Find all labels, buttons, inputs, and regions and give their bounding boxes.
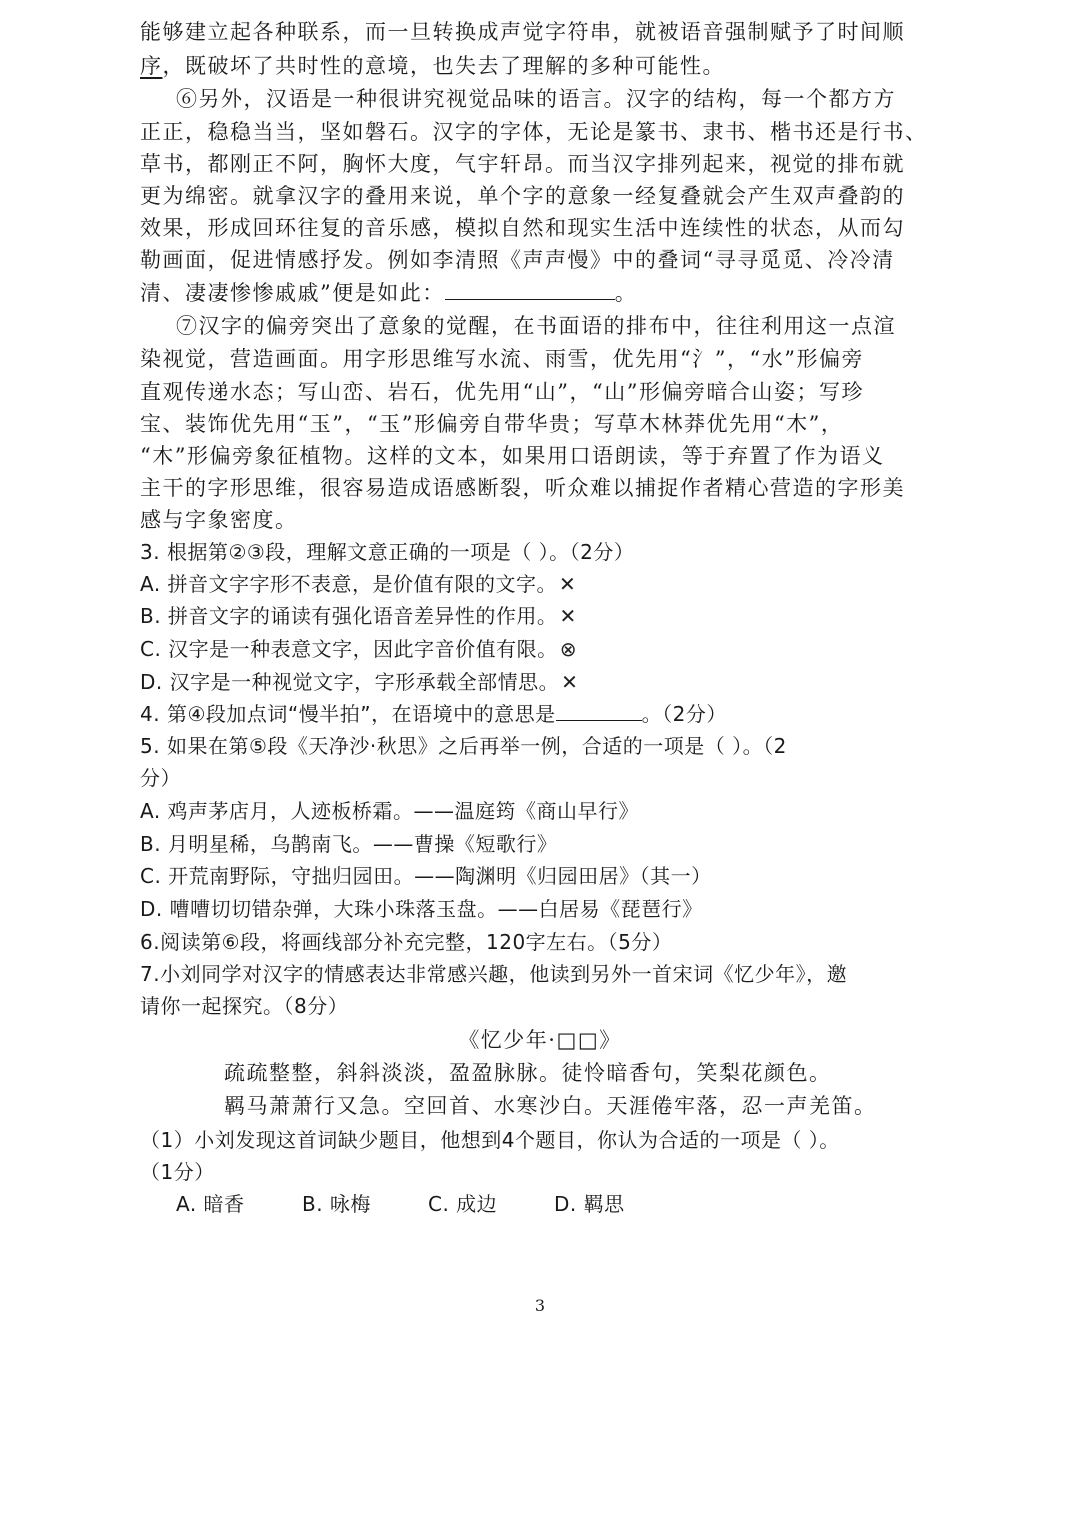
q4-stem: 4. 第④段加点词“慢半拍”，在语境中的意思是 [140,702,556,726]
para6-line-6: 勒画面，促进情感抒发。例如李清照《声声慢》中的叠词“寻寻觅觅、冷冷清 [140,248,895,272]
q7-sub1-line-1: （1）小刘发现这首词缺少题目，他想到4个题目，你认为合适的一项是（ ）。 [140,1128,840,1152]
scribble-mark-icon: ⊗ [559,637,577,661]
para5-line-1: 能够建立起各种联系，而一旦转换成声觉字符串，就被语音强制赋予了时间顺 [140,20,905,44]
q3-option-a-text: A. 拼音文字字形不表意，是价值有限的文字。 [140,572,558,596]
para6-line-5: 效果，形成回环往复的音乐感，模拟自然和现实生活中连续性的状态，从而勾 [140,216,905,240]
para7-line-5: “木”形偏旁象征植物。这样的文本，如果用口语朗读，等于弃置了作为语义 [140,444,885,468]
para6-line-3: 草书，都刚正不阿，胸怀大度，气宇轩昂。而当汉字排列起来，视觉的排布就 [140,152,905,176]
q3-option-d [140,666,1020,699]
para5-line-2-rest: ，既破坏了共时性的意境，也失去了理解的多种可能性。 [162,54,725,78]
cross-mark-icon: ✕ [559,604,577,628]
para7-line-6: 主干的字形思维，很容易造成语感断裂，听众难以捕捉作者精心营造的字形美 [140,476,905,500]
q6-stem: 6.阅读第⑥段，将画线部分补充完整，120字左右。（5分） [140,930,673,954]
q3-option-b-text: B. 拼音文字的诵读有强化语音差异性的作用。 [140,604,558,628]
cross-mark-icon: ✕ [559,572,577,596]
answer-blank-q4[interactable] [556,702,642,721]
q7-stem-line-2: 请你一起探究。（8分） [140,994,349,1018]
q3-option-a [140,568,1020,601]
q7-sub1-line-2: （1分） [140,1160,215,1184]
poem-line-2: 羁马萧萧行又急。空回首、水寒沙白。天涯倦牢落，忍一声羌笛。 [224,1094,877,1118]
q5-option-b: B. 月明星稀，乌鹊南飞。——曹操《短歌行》 [140,832,558,856]
poem-title: 《忆少年·□□》 [458,1028,622,1052]
q4-line [140,698,1020,731]
q5-option-d: D. 嘈嘈切切错杂弹，大珠小珠落玉盘。——白居易《琵琶行》 [140,897,703,921]
q5-option-c: C. 开荒南野际，守拙归园田。——陶渊明《归园田居》（其一） [140,864,712,888]
q7-option-a: A. 暗香 [176,1192,245,1216]
cross-mark-icon: ✕ [561,670,579,694]
para6-last-text: 清、凄凄惨惨戚戚”便是如此： [140,281,445,305]
para6-line-4: 更为绵密。就拿汉字的叠用来说，单个字的意象一经复叠就会产生双声叠韵的 [140,184,905,208]
para7-line-3: 直观传递水态；写山峦、岩石，优先用“山”，“山”形偏旁暗合山姿；写珍 [140,380,864,404]
q3-stem: 3. 根据第②③段，理解文意正确的一项是（ ）。（2分） [140,540,635,564]
para7-line-7: 感与字象密度。 [140,508,298,532]
q5-stem-line-2: 分） [140,766,181,790]
q7-sub1-options [176,1188,1020,1221]
q7-stem-line-1: 7.小刘同学对汉字的情感表达非常感兴趣，他读到另外一首宋词《忆少年》，邀 [140,962,848,986]
underlined-char: 序 [140,54,163,78]
q4-end: 。（2分） [641,702,727,726]
q3-option-b [140,600,1020,633]
para7-line-1: ⑦汉字的偏旁突出了意象的觉醒，在书面语的排布中，往往利用这一点渲 [176,314,896,338]
q7-option-c: C. 成边 [428,1192,498,1216]
q3-option-d-text: D. 汉字是一种视觉文字，字形承载全部情思。 [140,670,560,694]
para7-line-4: 宝、装饰优先用“玉”，“玉”形偏旁自带华贵；写草木林莽优先用“木”， [140,412,844,436]
poem-line-1: 疏疏整整，斜斜淡淡，盈盈脉脉。徒怜暗香句，笑梨花颜色。 [224,1061,832,1085]
q5-stem-line-1: 5. 如果在第⑤段《天净沙·秋思》之后再举一例，合适的一项是（ ）。（2 [140,734,787,758]
answer-blank-q6[interactable] [445,281,615,300]
para5-line-2 [140,50,1020,83]
para6-line-1: ⑥另外，汉语是一种很讲究视觉品味的语言。汉字的结构，每一个都方方 [176,87,896,111]
para6-line-7 [140,277,1020,310]
para6-last-end: 。 [614,281,638,305]
q3-option-c [140,633,1020,666]
q7-option-d: D. 羁思 [554,1192,625,1216]
para6-line-2: 正正，稳稳当当，坚如磐石。汉字的字体，无论是篆书、隶书、楷书还是行书、 [140,120,928,144]
para7-line-2: 染视觉，营造画面。用字形思维写水流、雨雪，优先用“氵”，“水”形偏旁 [140,347,864,371]
page-number: 3 [534,1296,546,1315]
q3-option-c-text: C. 汉字是一种表意文字，因此字音价值有限。 [140,637,558,661]
q7-option-b: B. 咏梅 [302,1192,371,1216]
q5-option-a: A. 鸡声茅店月，人迹板桥霜。——温庭筠《商山早行》 [140,799,640,823]
